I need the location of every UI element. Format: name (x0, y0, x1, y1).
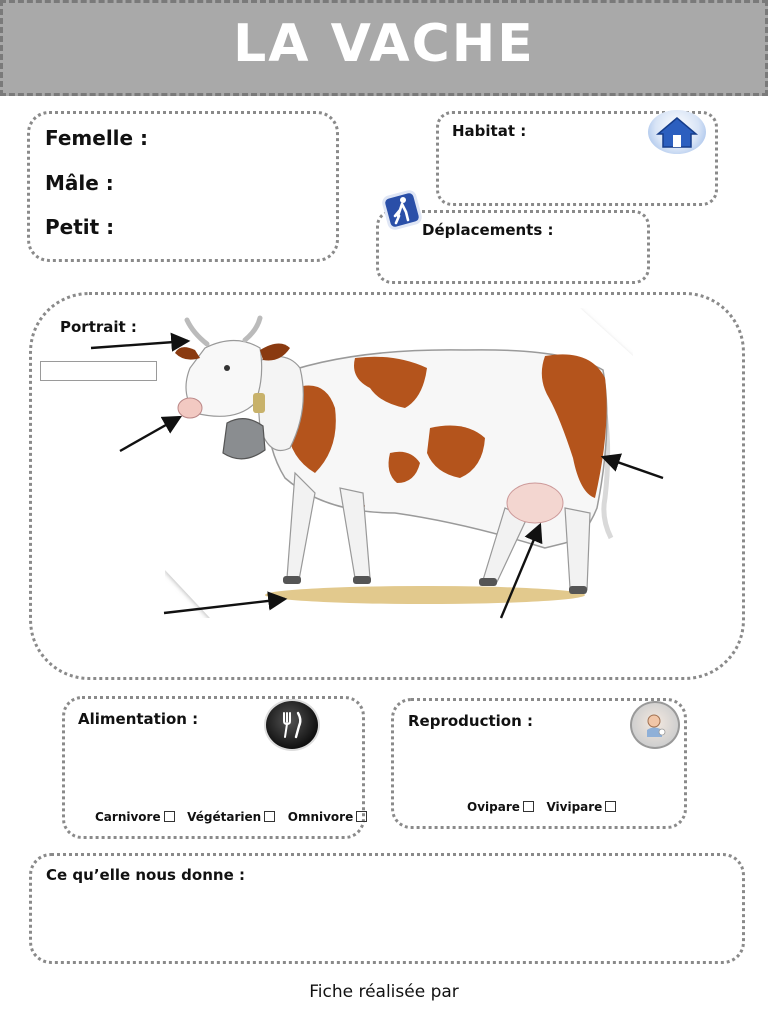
alimentation-options (95, 810, 367, 824)
alimentation-label: Alimentation : (78, 710, 199, 728)
habitat-label: Habitat : (452, 122, 527, 140)
gives-label: Ce qu’elle nous donne : (46, 866, 245, 884)
arrow-hoof (164, 599, 285, 613)
checkbox-carnivore[interactable] (164, 811, 175, 822)
petit-label: Petit : (45, 215, 115, 239)
option-carnivore: Carnivore (95, 810, 175, 824)
option-ovipare: Ovipare (467, 800, 534, 814)
reproduction-options (467, 800, 616, 814)
male-label: Mâle : (45, 171, 114, 195)
option-vivipare: Vivipare (546, 800, 616, 814)
fork-knife-icon (264, 699, 320, 751)
baby-icon (630, 701, 680, 749)
footer-text: Fiche réalisée par (309, 982, 459, 1002)
arrow-udder (501, 525, 540, 618)
checkbox-ovipare[interactable] (523, 801, 534, 812)
option-omnivore: Omnivore (288, 810, 367, 824)
arrow-horns (91, 341, 188, 348)
option-vegetarien: Végétarien (187, 810, 275, 824)
arrow-tail (603, 457, 663, 478)
checkbox-vivipare[interactable] (605, 801, 616, 812)
portrait-label: Portrait : (60, 318, 137, 336)
page-title: LA VACHE (233, 14, 535, 74)
reproduction-label: Reproduction : (408, 712, 533, 730)
femelle-label: Femelle : (45, 126, 149, 150)
arrow-muzzle (120, 417, 180, 451)
checkbox-vegetarien[interactable] (264, 811, 275, 822)
checkbox-omnivore[interactable] (356, 811, 367, 822)
deplacements-label: Déplacements : (422, 221, 554, 239)
